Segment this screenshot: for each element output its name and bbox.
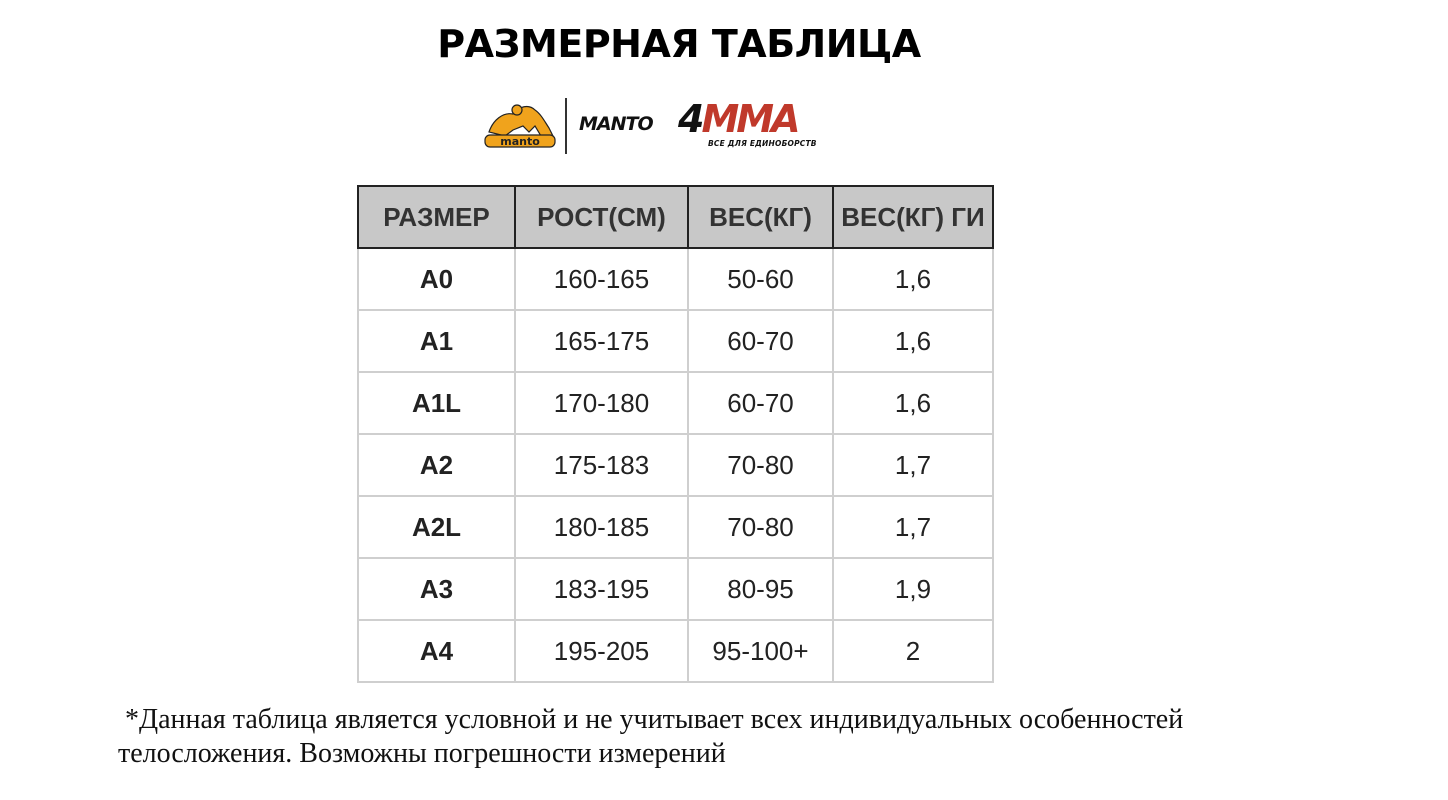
size-cell: A2 (358, 434, 515, 496)
header-size: РАЗМЕР (358, 186, 515, 248)
size-cell: A0 (358, 248, 515, 310)
table-row (358, 372, 993, 434)
header-gi-weight: ВЕС(КГ) ГИ (833, 186, 993, 248)
disclaimer-note (118, 703, 1318, 771)
table-row (358, 620, 993, 682)
table-row (358, 558, 993, 620)
gi-weight-cell: 1,9 (833, 558, 993, 620)
manto-wordmark: MANTO (579, 113, 653, 135)
size-cell: A1 (358, 310, 515, 372)
weight-cell: 50-60 (688, 248, 833, 310)
height-cell: 195-205 (515, 620, 688, 682)
size-cell: A3 (358, 558, 515, 620)
size-cell: A2L (358, 496, 515, 558)
gi-weight-cell: 1,6 (833, 248, 993, 310)
gi-weight-cell: 1,7 (833, 434, 993, 496)
table-row (358, 434, 993, 496)
4mma-four: 4 (678, 97, 702, 141)
weight-cell: 60-70 (688, 372, 833, 434)
gi-weight-cell: 2 (833, 620, 993, 682)
height-cell: 165-175 (515, 310, 688, 372)
height-cell: 175-183 (515, 434, 688, 496)
table-row (358, 310, 993, 372)
page-title: РАЗМЕРНАЯ ТАБЛИЦА (437, 22, 921, 66)
disclaimer-line-1: *Данная таблица является условной и не учитывает всех индивидуальных особенностей (118, 704, 1184, 735)
gi-weight-cell: 1,7 (833, 496, 993, 558)
header-height: РОСТ(СМ) (515, 186, 688, 248)
table-row (358, 248, 993, 310)
4mma-tagline: ВСЕ ДЛЯ ЕДИНОБОРСТВ (708, 139, 817, 148)
weight-cell: 70-80 (688, 496, 833, 558)
height-cell: 183-195 (515, 558, 688, 620)
size-table (357, 185, 994, 683)
height-cell: 160-165 (515, 248, 688, 310)
4mma-letters: MMA (701, 97, 798, 141)
table-row (358, 496, 993, 558)
header-weight: ВЕС(КГ) (688, 186, 833, 248)
height-cell: 170-180 (515, 372, 688, 434)
4mma-wordmark (678, 97, 798, 141)
weight-cell: 80-95 (688, 558, 833, 620)
disclaimer-line-2: телосложения. Возможны погрешности измерений (118, 738, 726, 769)
4mma-logo (678, 97, 843, 154)
gi-weight-cell: 1,6 (833, 310, 993, 372)
gi-weight-cell: 1,6 (833, 372, 993, 434)
brand-logos (483, 96, 845, 156)
weight-cell: 60-70 (688, 310, 833, 372)
manto-logo-mark (483, 102, 557, 148)
logo-divider (565, 98, 567, 154)
weight-cell: 70-80 (688, 434, 833, 496)
height-cell: 180-185 (515, 496, 688, 558)
weight-cell: 95-100+ (688, 620, 833, 682)
table-header-row (358, 186, 993, 248)
size-cell: A4 (358, 620, 515, 682)
manto-mark-text: manto (500, 135, 540, 148)
size-cell: A1L (358, 372, 515, 434)
